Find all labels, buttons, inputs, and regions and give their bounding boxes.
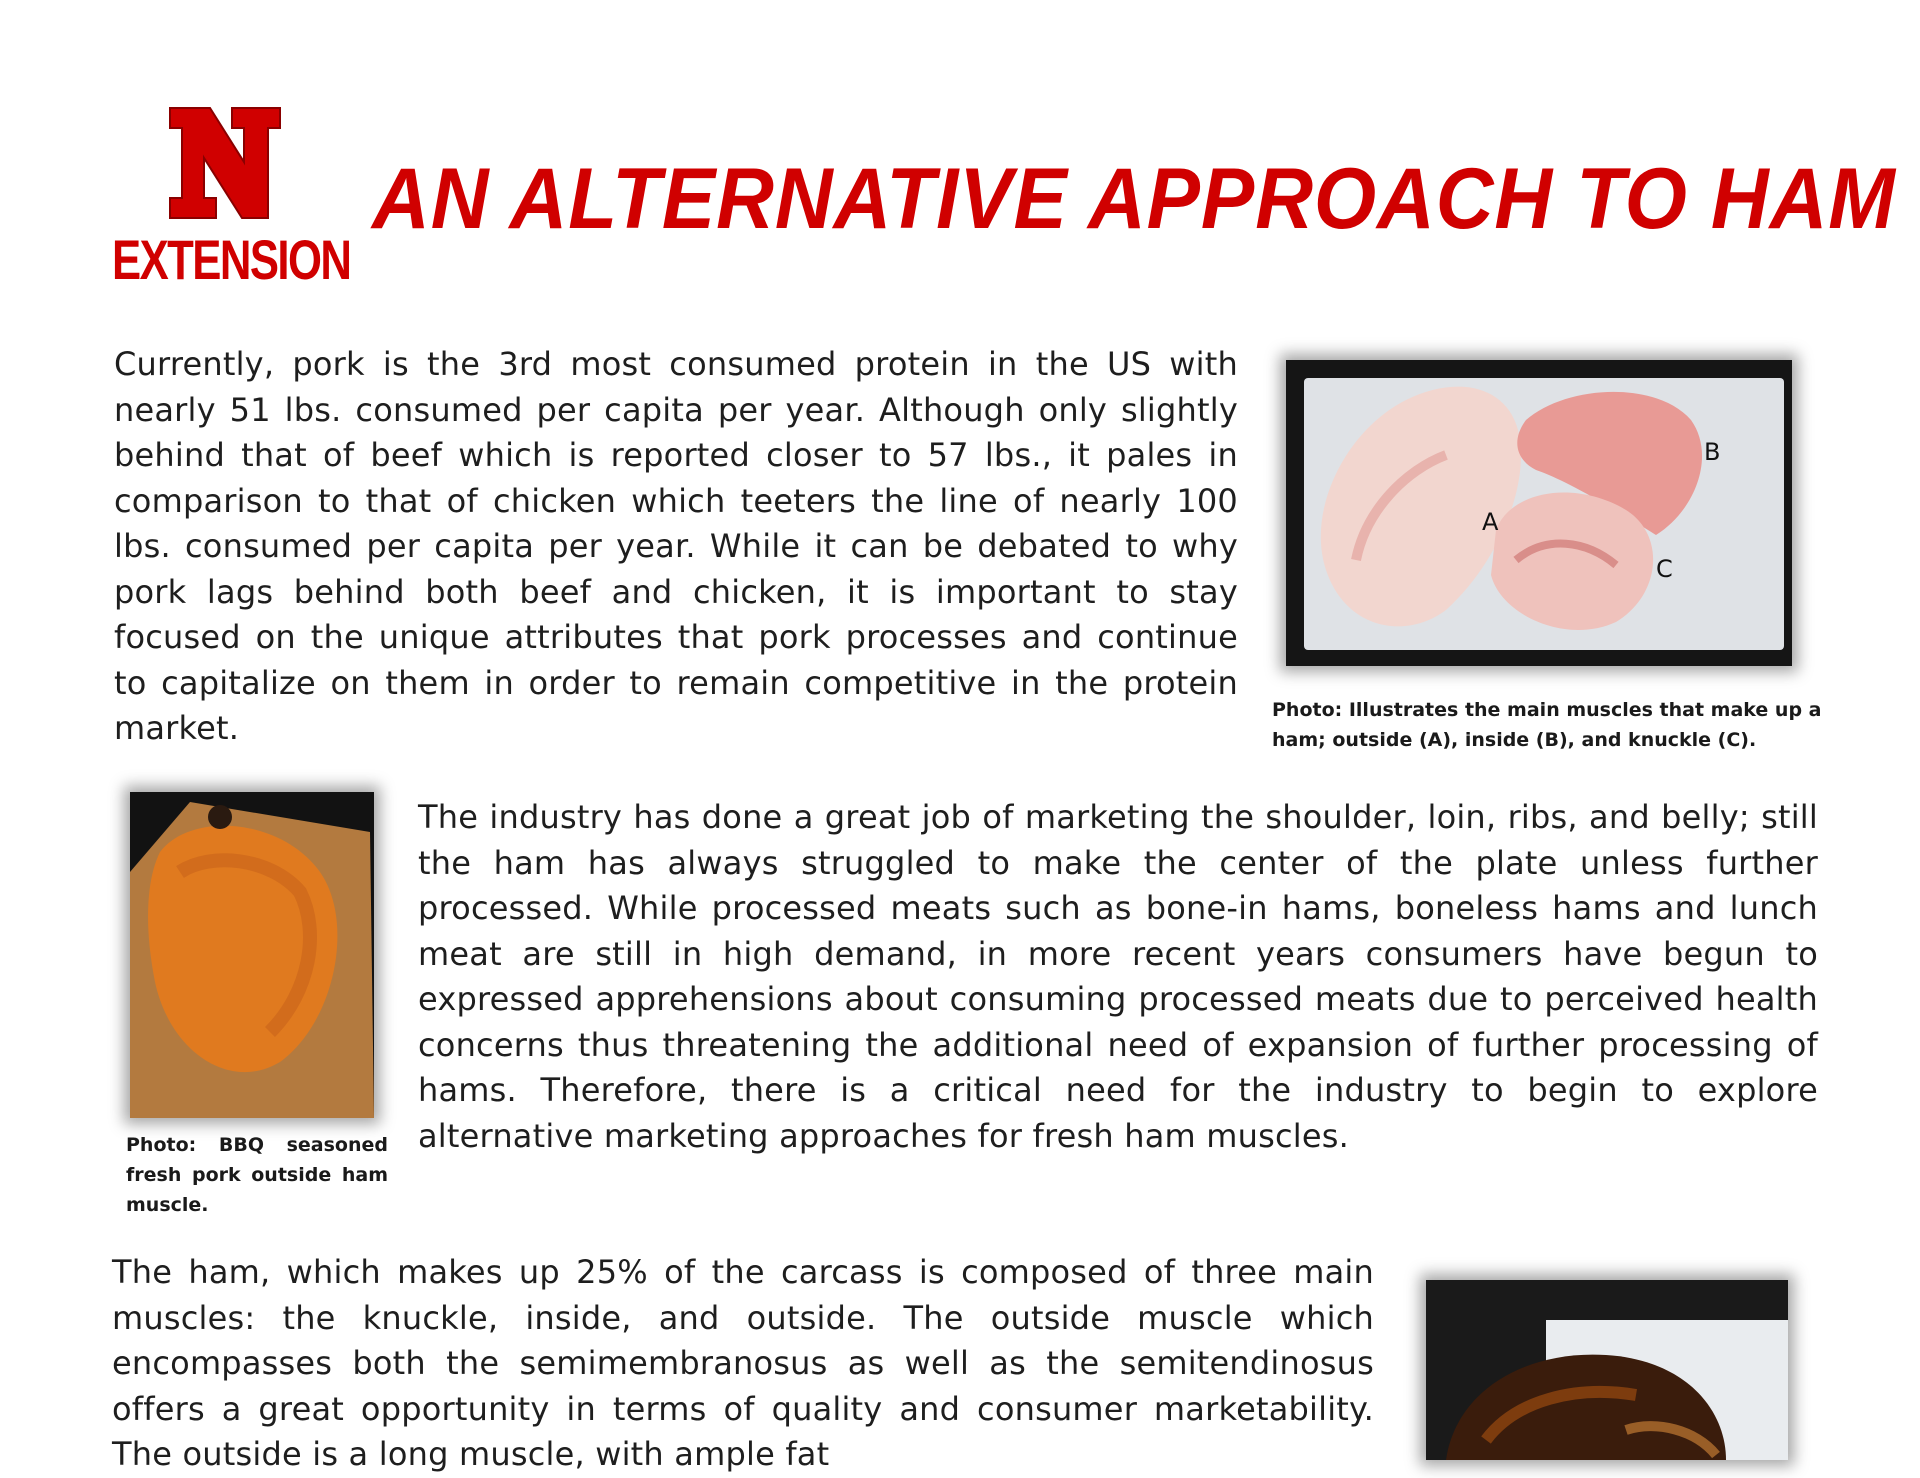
ham-muscles-photo: [1286, 360, 1792, 666]
paragraph-industry: The industry has done a great job of marketing the shoulder, loin, ribs, and belly; still the ham has always struggled to make the center of the plate unless further processed. While processed meats such as bone-in hams, boneless hams and lunch meat are still in high demand, in more recent years consumers have begun to expressed apprehensions about consuming processed meats due to perceived health concerns thus threatening the additional need of expansion of further processing of hams. Therefore, there is a critical need for the industry to begin to explore alternative marketing approaches for fresh ham muscles.: [418, 798, 1818, 1155]
smoked-ham-photo: [1426, 1280, 1788, 1460]
logo-wordmark: EXTENSION: [112, 228, 351, 291]
page-title: AN ALTERNATIVE APPROACH TO HAM: [372, 151, 1896, 247]
label-b: B: [1704, 438, 1721, 466]
paragraph-ham-muscles: The ham, which makes up 25% of the carcass is composed of three main muscles: the knuckle, inside, and outside. The outside muscle which encompasses both the semimembranosus as well as the semitendinosus offers a great opportunity in terms of quality and consumer marketability. The outside is a long muscle, with ample fat: [112, 1253, 1374, 1473]
nebraska-n-logo-icon: [166, 104, 284, 222]
label-a: A: [1482, 508, 1499, 536]
bbq-ham-photo: [130, 792, 374, 1118]
extension-logo: [112, 104, 351, 294]
label-c: C: [1656, 555, 1673, 583]
paragraph-intro: Currently, pork is the 3rd most consumed protein in the US with nearly 51 lbs. consumed per capita per year. Although only slightly behind that of beef which is reported closer to 57 lbs., it pales in comparison to that of chicken which teeters the line of nearly 100 lbs. consumed per capita per year. While it can be debated to why pork lags behind both beef and chicken, it is important to stay focused on the unique attributes that pork processes and continue to capitalize on them in order to remain competitive in the protein market.: [114, 345, 1238, 747]
photo-caption-bbq: Photo: BBQ seasoned fresh pork outside ham muscle.: [126, 1134, 388, 1216]
photo-caption-muscles: Photo: Illustrates the main muscles that make up a ham; outside (A), inside (B), and knuckle (C).: [1272, 699, 1822, 751]
